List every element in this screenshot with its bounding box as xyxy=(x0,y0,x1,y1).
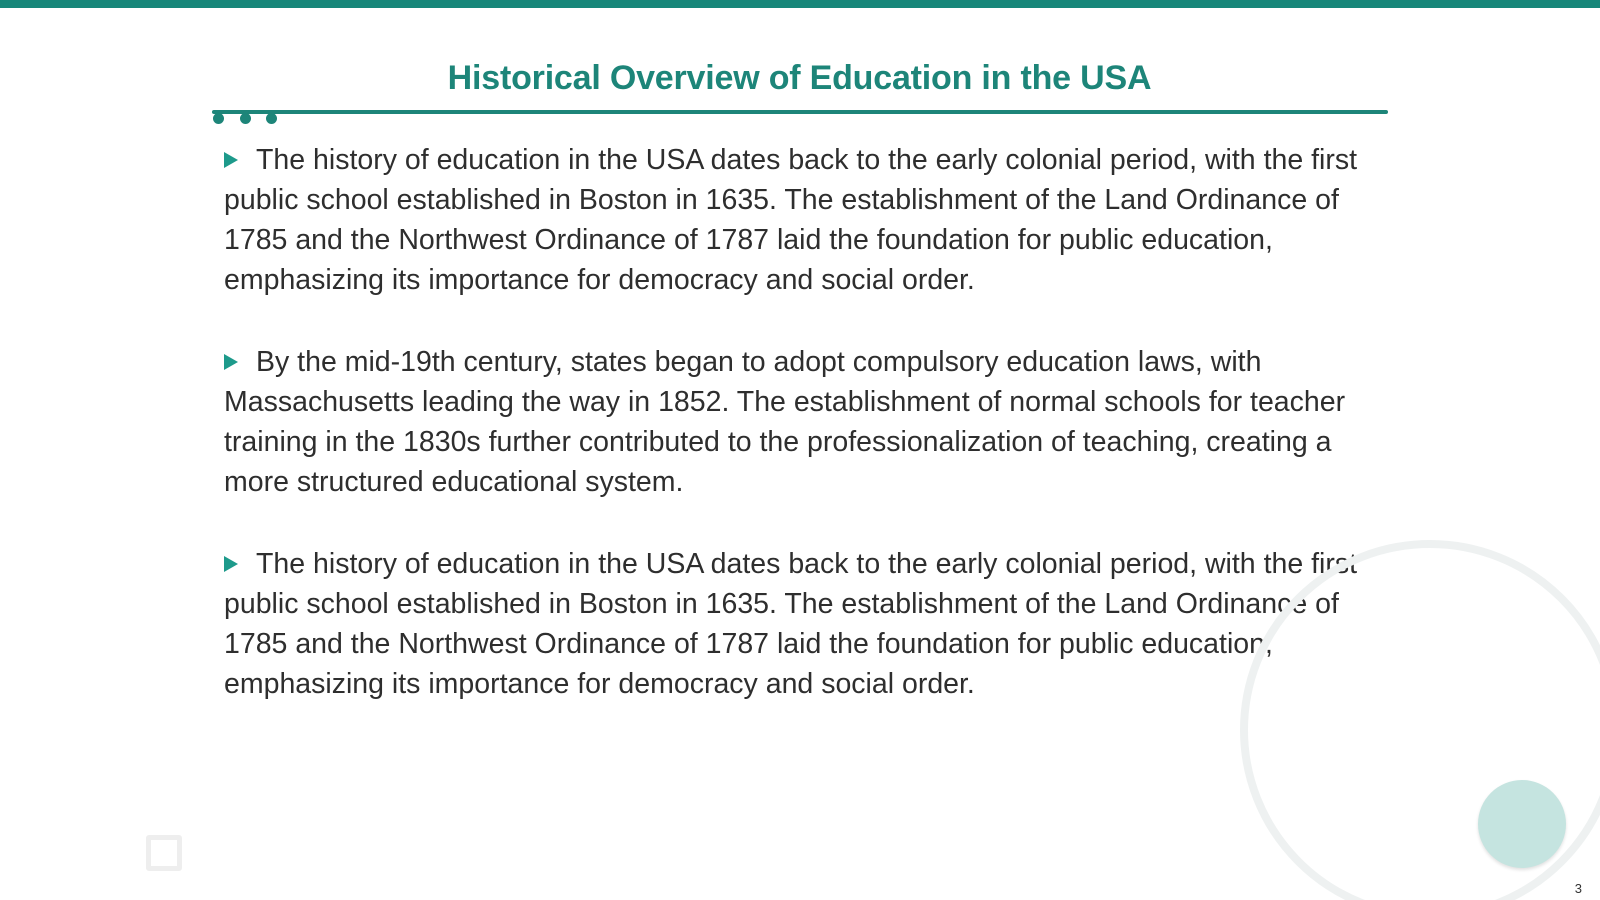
decorative-dot xyxy=(213,113,224,124)
triangle-right-icon xyxy=(224,556,238,572)
decorative-dot xyxy=(240,113,251,124)
decorative-square xyxy=(146,835,182,871)
bullet-text: The history of education in the USA dates back to the early colonial period, with the first public school established in Boston in 1635. The establishment of the Land Ordinance of 1785 and the Northwest Ordinance of 1787 laid the foundation for public education, emphasizing its importance for democracy and social order. xyxy=(224,548,1358,700)
slide-title: Historical Overview of Education in the USA xyxy=(447,59,1152,97)
bullet-item xyxy=(224,544,1359,704)
bullet-item xyxy=(224,342,1359,502)
decorative-bubble xyxy=(1478,780,1566,868)
page-number: 3 xyxy=(1574,881,1582,896)
triangle-right-icon xyxy=(224,152,238,168)
bullet-text: By the mid-19th century, states began to adopt compulsory education laws, with Massachusetts leading the way in 1852. The establishment of normal schools for teacher training in the 1830s further contributed to the professionalization of teaching, creating a more structured educational system. xyxy=(224,346,1346,498)
bullet-list xyxy=(224,140,1359,746)
decorative-dot xyxy=(266,113,277,124)
bullet-item xyxy=(224,140,1359,300)
title-underline xyxy=(212,110,1388,114)
bullet-text: The history of education in the USA dates back to the early colonial period, with the first public school established in Boston in 1635. The establishment of the Land Ordinance of 1785 and the Northwest Ordinance of 1787 laid the foundation for public education, emphasizing its importance for democracy and social order. xyxy=(224,144,1358,296)
triangle-right-icon xyxy=(224,354,238,370)
top-accent-bar xyxy=(0,0,1600,8)
